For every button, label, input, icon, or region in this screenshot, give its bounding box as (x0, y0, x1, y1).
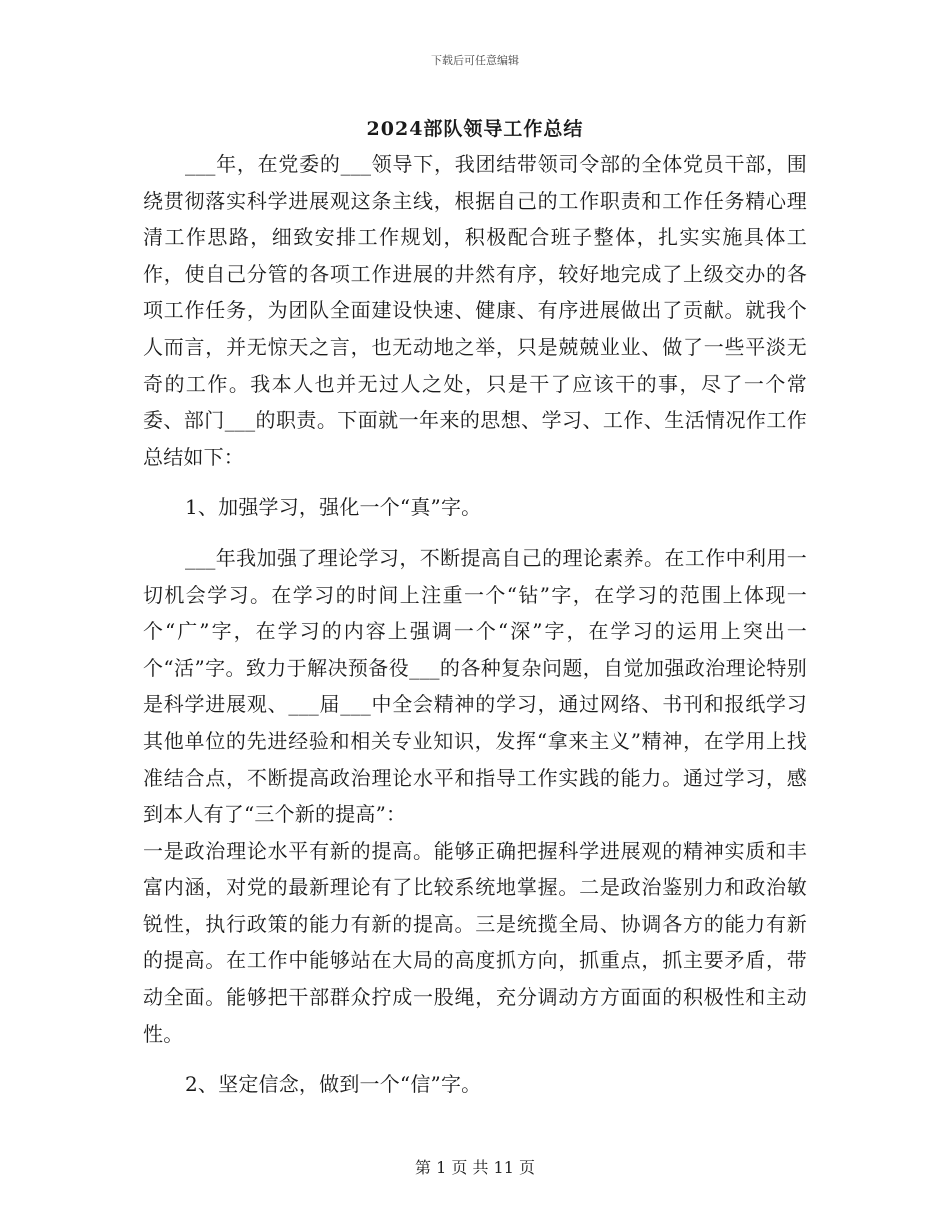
section-heading-2: 2、坚定信念，做到一个“信”字。 (185, 1072, 482, 1097)
document-body (143, 146, 807, 1103)
page-number-footer: 第 1 页 共 11 页 (415, 1158, 535, 1177)
page-header-note: 下载后可任意编辑 (431, 54, 519, 67)
section-1-paragraph: ___年我加强了理论学习，不断提高自己的理论素养。在工作中利用一切机会学习。在学习的时间上注重一个“钻”字，在学习的范围上体现一个“广”字，在学习的内容上强调一个“深”字，在学习的运用上突出一个“活”字。致力于解决预备役___的各种复杂问题，自觉加强政治理论特别是科学进展观、___届___中全会精神的学习，通过网络、书刊和报纸学习其他单位的先进经验和相关专业知识，发挥“拿来主义”精神，在学用上找准结合点，不断提高政治理论水平和指导工作实践的能力。通过学习，感到本人有了“三个新的提高”： (143, 545, 807, 827)
document-title: 2024部队领导工作总结 (366, 118, 584, 140)
section-1-continuation-paragraph: 一是政治理论水平有新的提高。能够正确把握科学进展观的精神实质和丰富内涵，对党的最新理论有了比较系统地掌握。二是政治鉴别力和政治敏锐性，执行政策的能力有新的提高。三是统揽全局、协调各方的能力有新的提高。在工作中能够站在大局的高度抓方向，抓重点，抓主要矛盾，带动全面。能够把干部群众拧成一股绳，充分调动方方面面的积极性和主动性。 (143, 838, 807, 1046)
section-heading-1: 1、加强学习，强化一个“真”字。 (185, 495, 482, 520)
intro-paragraph: ___年，在党委的___领导下，我团结带领司令部的全体党员干部，围绕贯彻落实科学进展观这条主线，根据自己的工作职责和工作任务精心理清工作思路，细致安排工作规划，积极配合班子整体，扎实实施具体工作，使自己分管的各项工作进展的井然有序，较好地完成了上级交办的各项工作任务，为团队全面建设快速、健康、有序进展做出了贡献。就我个人而言，并无惊天之言，也无动地之举，只是兢兢业业、做了一些平淡无奇的工作。我本人也并无过人之处，只是干了应该干的事，尽了一个常委、部门___的职责。下面就一年来的思想、学习、工作、生活情况作工作总结如下： (143, 152, 807, 469)
